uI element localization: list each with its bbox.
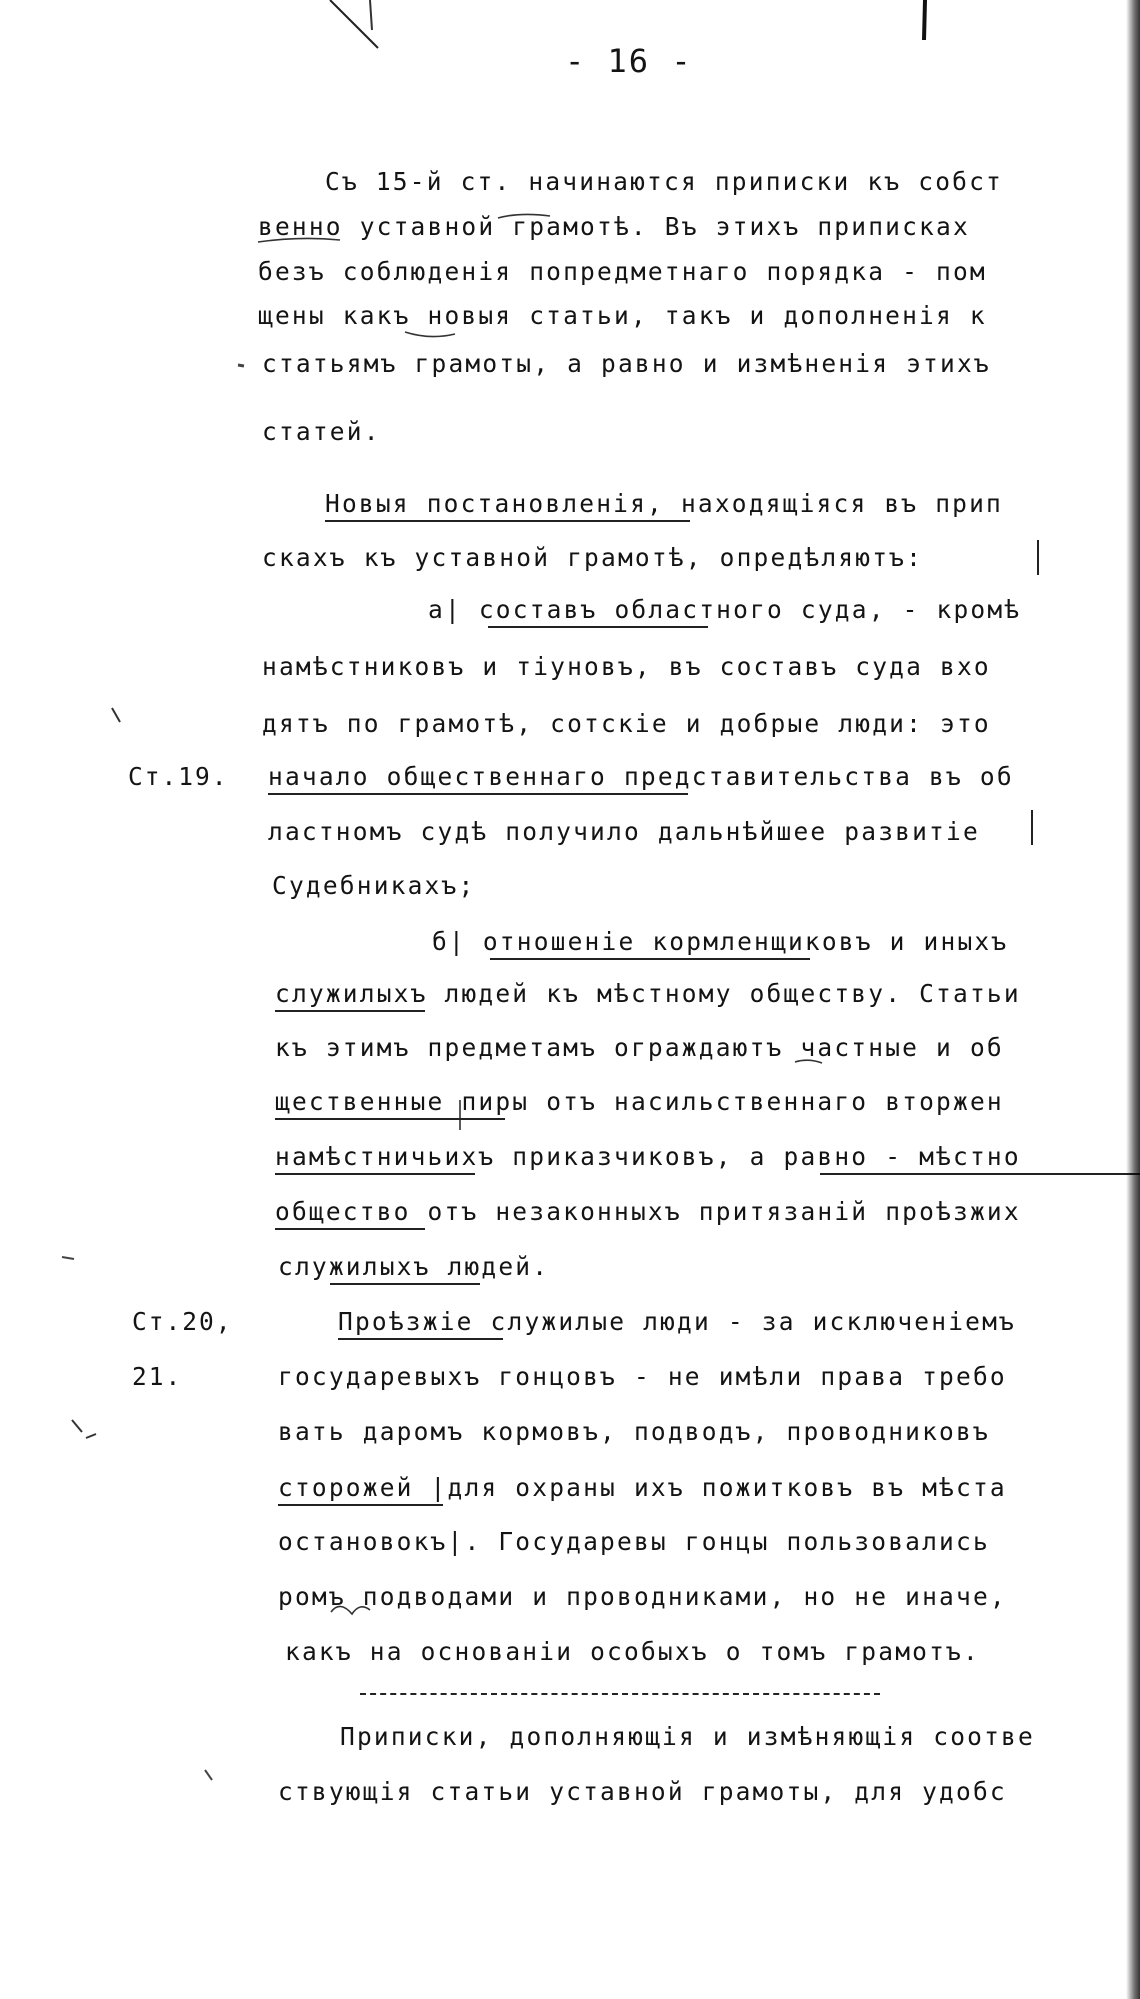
text-line: какъ на основаніи особыхъ о томъ грамотъ. bbox=[285, 1637, 980, 1666]
pencil-underline bbox=[360, 1693, 880, 1695]
text-line: ромъ подводами и проводниками, но не иначе, bbox=[278, 1582, 1007, 1611]
text-line: намѣстниковъ и тіуновъ, въ составъ суда вхо bbox=[262, 652, 991, 681]
margin-note: Ст.20, bbox=[132, 1307, 233, 1336]
text-line: Проѣзжіе служилые люди - за исключеніемъ bbox=[338, 1307, 1017, 1336]
text-line: скахъ къ уставной грамотѣ, опредѣляютъ: bbox=[262, 543, 924, 572]
text-line: статей. bbox=[262, 417, 381, 446]
text-line: венно уставной грамотѣ. Въ этихъ приписках bbox=[258, 212, 970, 241]
scan-edge-shadow bbox=[1126, 0, 1140, 1999]
margin-note: Ст.19. bbox=[128, 762, 229, 791]
text-line: щественные пиры отъ насильственнаго вторжен bbox=[275, 1087, 1004, 1116]
text-line: вать даромъ кормовъ, подводъ, проводниковъ bbox=[278, 1417, 990, 1446]
text-line: а| составъ областного суда, - кромѣ bbox=[428, 595, 1022, 624]
text-line: безъ соблюденія попредметнаго порядка - пом bbox=[258, 257, 987, 286]
text-line: щены какъ новыя статьи, такъ и дополненія к bbox=[258, 301, 987, 330]
text-line: къ этимъ предметамъ ограждаютъ частные и об bbox=[275, 1033, 1004, 1062]
text-line: остановокъ|. Государевы гонцы пользовались bbox=[278, 1527, 990, 1556]
text-line: дятъ по грамотѣ, сотскіе и добрые люди: это bbox=[262, 709, 991, 738]
text-line: начало общественнаго представительства въ об bbox=[268, 762, 1014, 791]
margin-note: 21. bbox=[132, 1362, 183, 1391]
pencil-underline bbox=[275, 1118, 505, 1120]
pencil-underline bbox=[820, 1173, 1140, 1175]
text-line: намѣстничьихъ приказчиковъ, а равно - мѣстно bbox=[275, 1142, 1021, 1171]
text-line: Съ 15-й ст. начинаются приписки къ собст bbox=[325, 167, 1004, 196]
text-line: ластномъ судѣ получило дальнѣйшее развитіе bbox=[268, 817, 980, 846]
text-line: Новыя постановленія, находящіяся въ прип bbox=[325, 489, 1004, 518]
page-number: - 16 - bbox=[565, 42, 693, 80]
text-line: общество отъ незаконныхъ притязаній проѣзжих bbox=[275, 1197, 1021, 1226]
pencil-underline bbox=[275, 1010, 425, 1012]
text-line: Приписки, дополняющія и измѣняющія соотве bbox=[340, 1722, 1035, 1751]
pencil-underline bbox=[275, 1173, 475, 1175]
pencil-underline bbox=[338, 1338, 503, 1340]
text-line: сторожей |для охраны ихъ пожитковъ въ мѣста bbox=[278, 1473, 1007, 1502]
pencil-underline bbox=[278, 1504, 443, 1506]
pencil-underline bbox=[268, 793, 688, 795]
pencil-underline bbox=[275, 1228, 425, 1230]
text-line: ствующія статьи уставной грамоты, для удобс bbox=[278, 1777, 1007, 1806]
text-line: статьямъ грамоты, а равно и измѣненія этихъ bbox=[262, 349, 991, 378]
text-line: служилыхъ людей. bbox=[278, 1252, 550, 1281]
pencil-underline bbox=[490, 958, 810, 960]
pencil-underline bbox=[330, 1283, 480, 1285]
text-line: служилыхъ людей къ мѣстному обществу. Статьи bbox=[275, 979, 1021, 1008]
pencil-underline bbox=[488, 626, 708, 628]
pencil-underline bbox=[325, 520, 690, 522]
text-line: б| отношеніе кормленщиковъ и иныхъ bbox=[432, 927, 1009, 956]
text-line: государевыхъ гонцовъ - не имѣли права требо bbox=[278, 1362, 1007, 1391]
text-line: Судебникахъ; bbox=[272, 871, 476, 900]
